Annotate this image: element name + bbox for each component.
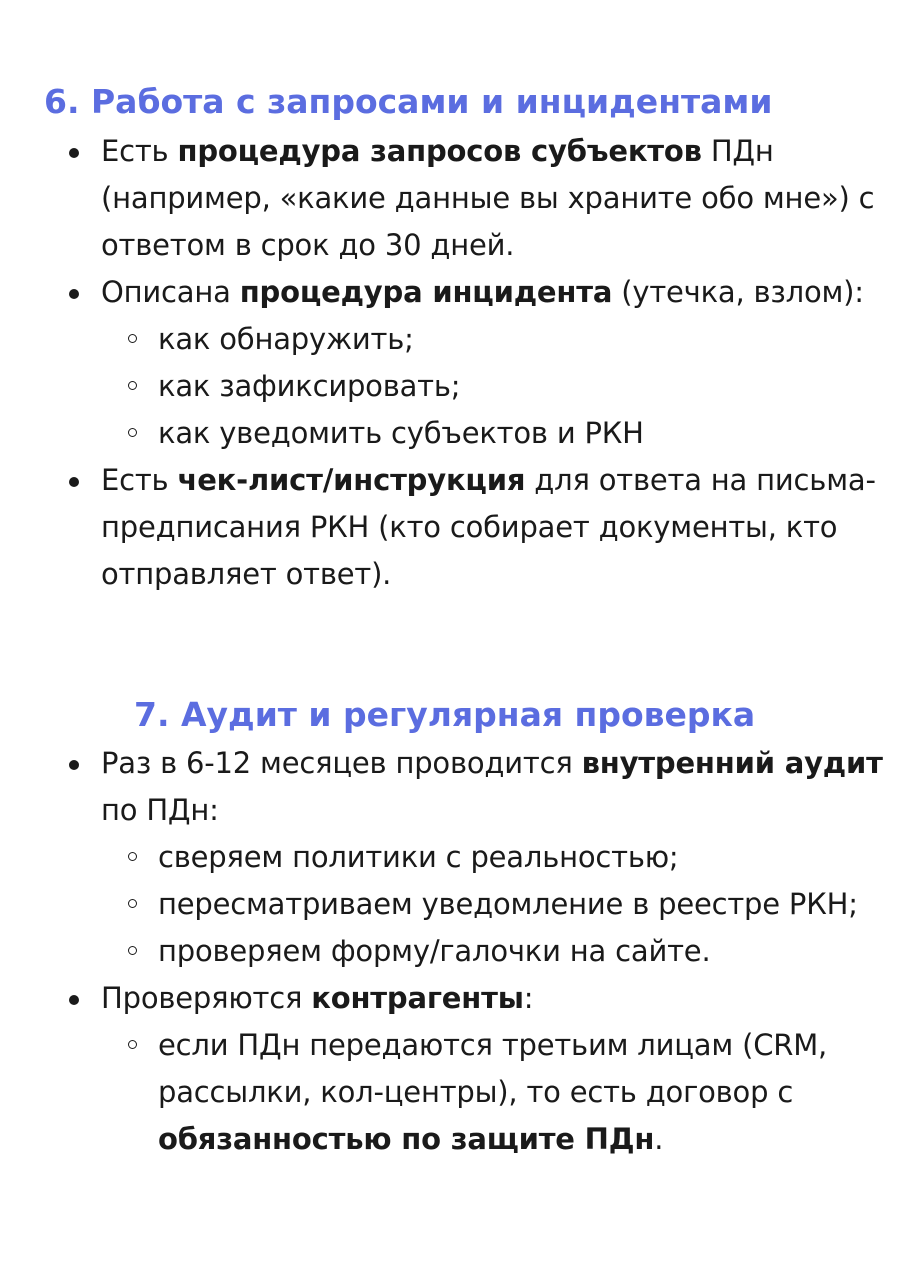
sub-item-third-parties: если ПДн передаются третьим лицам (CRM, рассылки, кол-центры), то есть договор с обязанностью по защите ПДн. [158, 1022, 891, 1163]
sub-item-notify: как уведомить субъектов и РКН [158, 410, 891, 457]
bold-incident-procedure: процедура инцидента [239, 275, 613, 309]
bold-internal-audit: внутренний аудит [581, 746, 883, 780]
sub-item-detect: как обнаружить; [158, 316, 891, 363]
list-item-internal-audit: Раз в 6-12 месяцев проводится внутренний аудит по ПДн: сверяем политики с реальностью; пересматриваем уведомление в реестре РКН; проверяем форму/галочки на сайте. [101, 740, 891, 975]
bold-contractors: контрагенты [311, 981, 524, 1015]
contractors-sublist [101, 1022, 891, 1163]
sub-item-policies: сверяем политики с реальностью; [158, 834, 891, 881]
list-item-contractors: Проверяются контрагенты: если ПДн передаются третьим лицам (CRM, рассылки, кол-центры), то есть договор с обязанностью по защите ПДн. [101, 975, 891, 1163]
section-6-list [101, 128, 891, 598]
bold-subject-requests: процедура запросов субъектов [177, 134, 702, 168]
audit-sublist [101, 834, 891, 975]
sub-item-registry: пересматриваем уведомление в реестре РКН; [158, 881, 891, 928]
sub-item-record: как зафиксировать; [158, 363, 891, 410]
bold-checklist: чек-лист/инструкция [177, 463, 526, 497]
list-item-subject-requests: Есть процедура запросов субъектов ПДн (например, «какие данные вы храните обо мне») с ответом в срок до 30 дней. [101, 128, 891, 269]
sub-item-site-form: проверяем форму/галочки на сайте. [158, 928, 891, 975]
section-7-heading: 7. Аудит и регулярная проверка [134, 695, 756, 734]
list-item-incident-procedure: Описана процедура инцидента (утечка, взлом): как обнаружить; как зафиксировать; как уведомить субъектов и РКН [101, 269, 891, 457]
section-6-heading: 6. Работа с запросами и инцидентами [44, 82, 773, 121]
section-7-list [101, 740, 891, 1163]
incident-sublist [101, 316, 891, 457]
list-item-checklist: Есть чек-лист/инструкция для ответа на письма-предписания РКН (кто собирает документы, кто отправляет ответ). [101, 457, 891, 598]
bold-protection-duty: обязанностью по защите ПДн [158, 1122, 655, 1156]
